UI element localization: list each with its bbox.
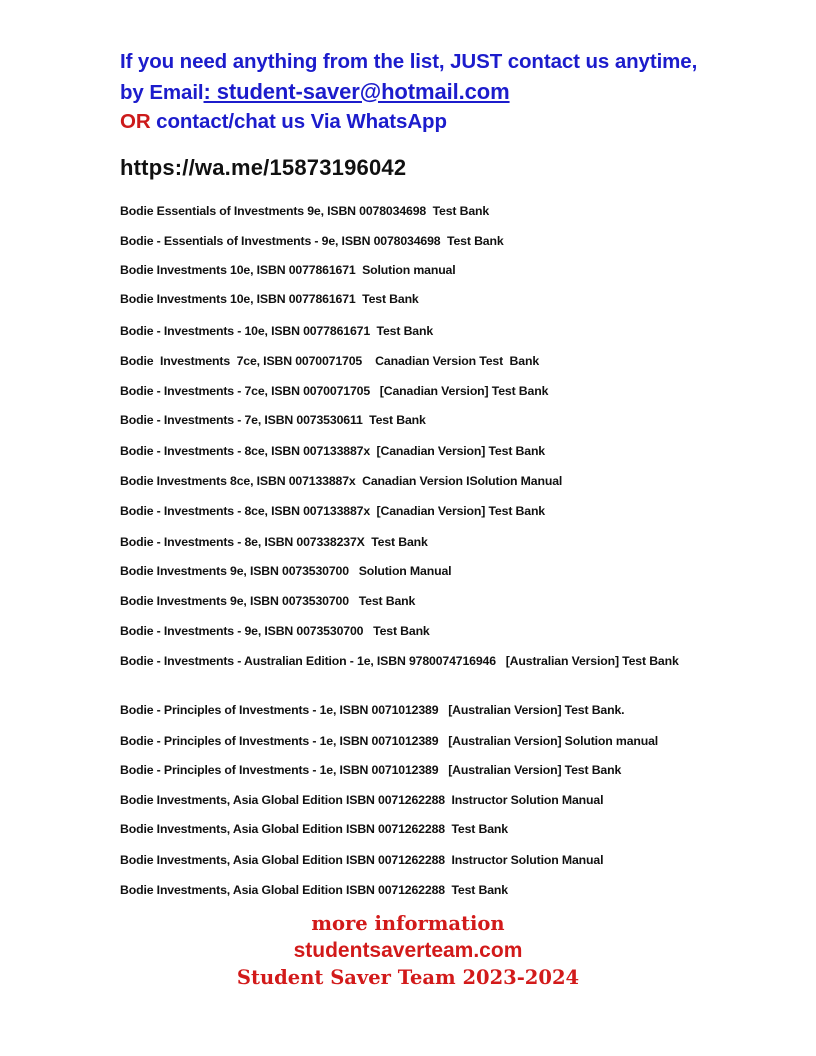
list-item: Bodie - Investments - 7ce, ISBN 0070071705 [Canadian Version] Test Bank — [120, 384, 549, 398]
list-item: Bodie - Principles of Investments - 1e, ISBN 0071012389 [Australian Version] Test Bank — [120, 763, 622, 777]
list-item: Bodie Investments, Asia Global Edition ISBN 0071262288 Test Bank — [120, 822, 508, 836]
or-text: OR — [120, 110, 151, 133]
list-item: Bodie - Investments - 7e, ISBN 0073530611 Test Bank — [120, 413, 426, 427]
list-item: Bodie - Principles of Investments - 1e, ISBN 0071012389 [Australian Version] Test Bank. — [120, 703, 625, 717]
list-item: Bodie Investments 8ce, ISBN 007133887x Canadian Version ISolution Manual — [120, 474, 563, 488]
list-item: Bodie Investments 9e, ISBN 0073530700 Solution Manual — [120, 564, 452, 578]
list-item: Bodie - Investments - 8ce, ISBN 007133887x [Canadian Version] Test Bank — [120, 444, 545, 458]
header-line-2 — [120, 77, 697, 108]
list-item: Bodie - Essentials of Investments - 9e, ISBN 0078034698 Test Bank — [120, 234, 504, 248]
whatsapp-url: https://wa.me/15873196042 — [120, 155, 407, 180]
list-item: Bodie Investments, Asia Global Edition ISBN 0071262288 Test Bank — [120, 883, 508, 897]
list-item: Bodie Investments 10e, ISBN 0077861671 Solution manual — [120, 263, 456, 277]
list-item: Bodie - Investments - 8ce, ISBN 007133887x [Canadian Version] Test Bank — [120, 504, 545, 518]
list-item: Bodie - Principles of Investments - 1e, ISBN 0071012389 [Australian Version] Solution manual — [120, 734, 659, 748]
list-item: Bodie - Investments - 9e, ISBN 0073530700 Test Bank — [120, 624, 430, 638]
email-link[interactable]: : student-saver@hotmail.com — [203, 78, 510, 104]
footer-more-info: more information — [311, 912, 505, 935]
email-prefix: by Email — [120, 80, 204, 104]
list-item: Bodie Investments 10e, ISBN 0077861671 Test Bank — [120, 292, 419, 306]
contact-header — [120, 47, 697, 137]
header-line-3 — [120, 107, 697, 137]
list-item: Bodie Investments, Asia Global Edition ISBN 0071262288 Instructor Solution Manual — [120, 793, 604, 807]
footer — [0, 910, 816, 991]
list-item: Bodie Investments, Asia Global Edition ISBN 0071262288 Instructor Solution Manual — [120, 853, 604, 867]
list-item: Bodie Investments 7ce, ISBN 0070071705 Canadian Version Test Bank — [120, 354, 540, 368]
list-item: Bodie - Investments - Australian Edition - 1e, ISBN 9780074716946 [Australian Version] Test Bank — [120, 654, 679, 668]
footer-website[interactable]: studentsaverteam.com — [293, 939, 523, 962]
header-line-1: If you need anything from the list, JUST contact us anytime, — [120, 50, 698, 73]
list-item: Bodie Essentials of Investments 9e, ISBN 0078034698 Test Bank — [120, 204, 490, 218]
footer-team: Student Saver Team 2023-2024 — [236, 966, 580, 989]
list-item: Bodie - Investments - 10e, ISBN 0077861671 Test Bank — [120, 324, 434, 338]
whatsapp-text: contact/chat us Via WhatsApp — [150, 110, 447, 133]
list-item: Bodie - Investments - 8e, ISBN 007338237X Test Bank — [120, 535, 428, 549]
list-item: Bodie Investments 9e, ISBN 0073530700 Test Bank — [120, 594, 416, 608]
